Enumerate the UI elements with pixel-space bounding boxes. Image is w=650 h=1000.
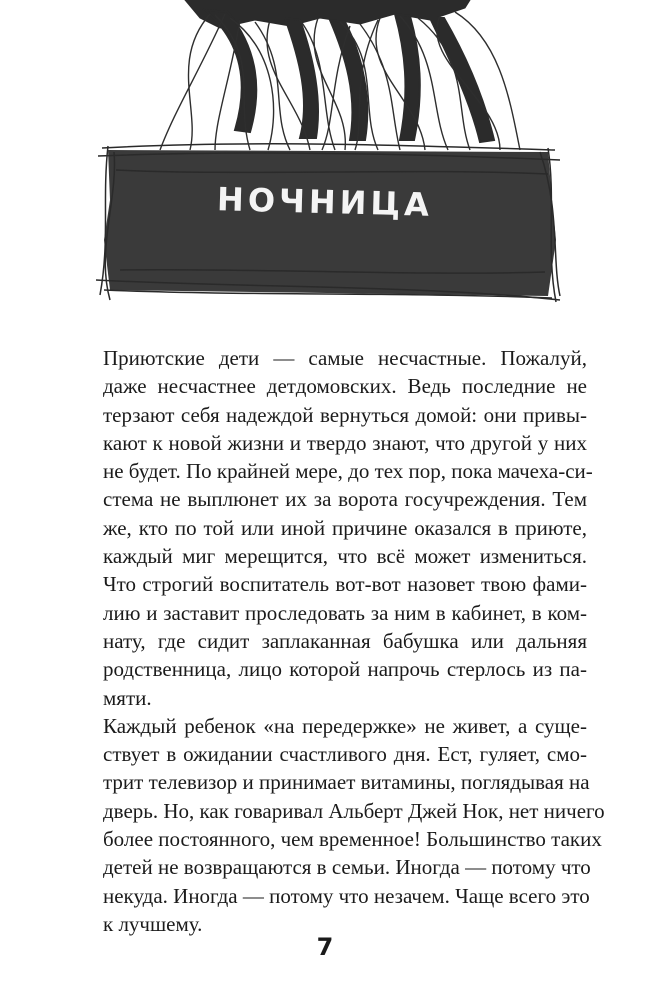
text-line: же, кто по той или иной причине оказался в приюте, — [103, 515, 587, 540]
text-line: кают к новой жизни и твердо знают, что другой у них — [103, 430, 587, 455]
text-line: не будет. По крайней мере, до тех пор, пока мачеха-си- — [103, 459, 593, 484]
text-line: детей не возвращаются в семьи. Иногда — потому что — [103, 855, 591, 880]
text-line: стема не выплюнет их за ворота госучреждения. Тем — [103, 487, 587, 512]
text-line: лию и заставит проследовать за ним в кабинет, в ком- — [103, 600, 587, 625]
page-number: 7 — [316, 933, 334, 961]
chapter-title: НОЧНИЦА — [216, 180, 434, 224]
text-line: мяти. — [103, 685, 152, 710]
text-line: Приютские дети — самые несчастные. Пожалуй, — [103, 346, 587, 370]
text-line: Что строгий воспитатель вот-вот назовет твою фами- — [103, 572, 587, 597]
text-line: ствует в ожидании счастливого дня. Ест, гуляет, смо- — [103, 742, 587, 767]
text-line: нату, где сидит заплаканная бабушка или дальняя — [103, 628, 587, 653]
text-line: каждый миг мерещится, что всё может измениться. — [103, 544, 587, 569]
chapter-header-illustration — [0, 0, 650, 320]
text-line: дверь. Но, как говаривал Альберт Джей Нок, нет ничего — [103, 798, 605, 823]
text-line: терзают себя надеждой вернуться домой: они привы- — [103, 402, 587, 427]
text-line: трит телевизор и принимает витамины, поглядывая на — [103, 770, 590, 795]
text-line: Каждый ребенок «на передержке» не живет, а суще- — [103, 713, 587, 738]
text-line: некуда. Иногда — потому что незачем. Чаще всего это — [103, 883, 590, 908]
text-line: более постоянного, чем временное! Большинство таких — [103, 827, 602, 852]
text-line: родственница, лицо которой напрочь стерлось из па- — [103, 657, 587, 682]
body-text — [103, 344, 605, 938]
text-line: даже несчастнее детдомовских. Ведь последние не — [103, 374, 587, 399]
text-line: к лучшему. — [103, 911, 203, 936]
paragraph-2 — [103, 712, 605, 938]
paragraph-1 — [103, 344, 593, 712]
